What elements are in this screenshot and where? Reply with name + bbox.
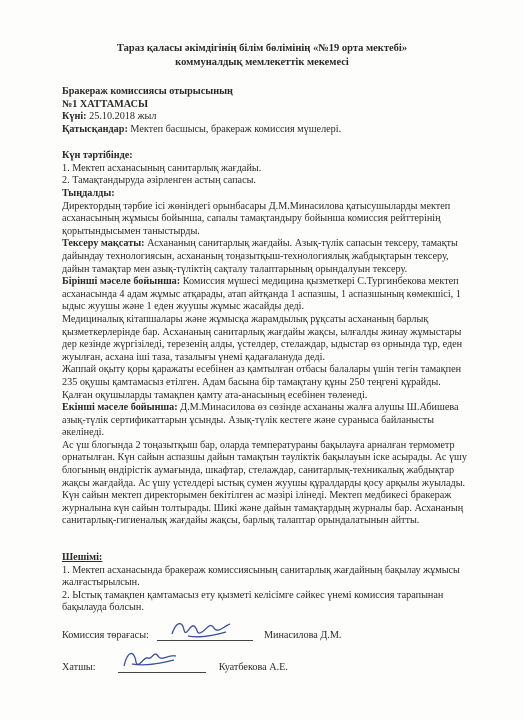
date-value: 25.10.2018 жыл: [86, 111, 157, 123]
heard-p3-line: журналына күн сайын толтырады. Шикі және дайын тамақтардың журналы бар. Асхананың: [62, 502, 464, 514]
secretary-signature-image: [118, 644, 184, 674]
decision-line: бақылауда болсын.: [62, 602, 144, 614]
heard-p2-line: 235 оқушы қамтамасыз етілген. Адам басына бір тамақтану құны 250 теңгені құрайды.: [62, 376, 441, 388]
heard-p2-line: Медициналық кітапшалары және жұмысқа жарамдылық рұқсаты асхананың барлық: [62, 313, 429, 325]
first-issue-line: Комиссия мүшесі медицина қызметкері С.Тургинбекова мектеп: [180, 276, 459, 288]
heard-block: [62, 188, 482, 528]
second-issue-line: Д.М.Минасилова өз сөзінде асхананы жалға алушы Ш.Абишева: [177, 402, 459, 414]
protocol-number: №1 ХАТТАМАСЫ: [62, 98, 148, 110]
heard-p2-line: дер кезінде жүргізіледі, терезенің алды, үстелдер, стелаждар, ыдыстар өз орнында тұр, еден: [62, 339, 463, 351]
heard-p1-line: Директордың тәрбие ісі жөніндегі орынбасары Д.М.Минасилова қатысушыларды мектеп: [62, 200, 451, 212]
heard-p3-line: орнатылған. Күн сайын аспазшы дайын тамақтын тәуліктік бақылауын іске асырады. Ас үшу: [62, 452, 467, 464]
decision-line: жалғастырылсын.: [62, 577, 140, 589]
heard-p3-line: санитарлық-гигиеналық жағдайы жақсы, барлық талаптар орындалатынын айтты.: [62, 515, 420, 527]
meta-block: [62, 86, 482, 136]
header-line-2: коммуналдық мемлекеттік мекемесі: [175, 57, 349, 68]
check-line: Асхананың санитарлық жағдайы. Азық-түлік сапасын тексеру, тамақты: [144, 238, 458, 250]
check-line: дайын тамақтар мен азық-түліктің сақталу талаптарының орындалуын тексеру.: [62, 263, 408, 275]
check-label: Тексеру мақсаты:: [62, 238, 145, 250]
agenda-block: [62, 150, 482, 188]
decision-title: Шешімі:: [62, 552, 103, 563]
chair-name: Минасилова Д.М.: [263, 630, 342, 641]
first-issue-label: Бірінші мәселе бойынша:: [62, 276, 181, 288]
heard-p2-line: Қалған оқушыларды тамақпен қамту ата-анасының есебінен төленеді.: [62, 389, 368, 401]
chair-label: Комиссия төрағасы:: [62, 630, 149, 641]
decision-line: 2. Ыстық тамақпен қамтамасыз ету қызметі келісімге сәйкес үнемі комиссия тарапынан: [62, 589, 444, 601]
first-issue-line: асханасында 4 адам жұмыс атқарады, атап айтқанда 1 аспазшы, 1 аспазшының көмекшісі, 1: [62, 288, 461, 300]
decision-block: [62, 552, 482, 615]
heard-p3-line: блогының өндірістік аумағында, шкафтар, стелаждар, санитарлық-техникалық жабдықтар: [62, 465, 455, 477]
attendees-label: Қатысқандар:: [62, 123, 128, 135]
header-line-1: Тараз қаласы әкімдігінің білім бөлімінің «№19 орта мектебі»: [116, 43, 408, 54]
heard-p3-line: Күн сайын мектеп директорымен бекітілген ас мәзірі ілінеді. Мектеп медбикесі бракераж: [62, 490, 452, 502]
document-header: [90, 42, 434, 70]
second-issue-line: әкелінеді.: [62, 427, 105, 439]
date-label: Күні:: [62, 111, 87, 123]
heard-p2-line: жуылған, асхана іші таза, тазалығы үнемі қадағалануда деді.: [62, 351, 325, 363]
second-issue-line: азық-түлік сертификаттарын ұсынды. Азық-түлік кестеге және сураныса байланысты: [62, 414, 435, 426]
agenda-title: Күн тәртібінде:: [62, 150, 133, 161]
heard-p1-line: асханасының жұмысы бойынша, сапалы тамақтандыру бойынша комиссия рейттерінің: [62, 213, 441, 225]
heard-title: Тыңдалды:: [62, 188, 115, 199]
second-issue-label: Екінші мәселе бойынша:: [62, 402, 178, 414]
heard-p3-line: жақсы жағдайда. Ас үшу үстелдері ыстық сумен жуушы құралдарды қосу арқылы жуылады.: [62, 477, 466, 489]
heard-p3-line: Ас үш блогында 2 тоңазытқыш бар, оларда температураны бақылауға арналған термометр: [62, 439, 455, 451]
check-line: дайындау технологиясын, асхананың тоңазытқыш-технологиялық жабдықтарын тексеру,: [62, 250, 449, 262]
chair-signature-image: [168, 614, 238, 644]
heard-p2-line: қызметкерлерінде бар. Асхананың санитарлық жағдайы жақсы, ылғалды жинау жұмыстары: [62, 326, 462, 338]
heard-p2-line: Жаппай оқыту қоры қаражаты есебінен аз қамтылған отбасы балалары үшін тегін тамақпен: [62, 364, 462, 376]
secretary-label: Хатшы:: [62, 662, 96, 673]
agenda-item-2: 2. Тамақтандыруда әзірленген астың сапасы.: [62, 175, 256, 187]
secretary-name: Куатбекова А.Е.: [218, 662, 288, 673]
agenda-item-1: 1. Мектеп асханасының санитарлық жағдайы.: [62, 162, 262, 174]
heard-p1-line: қорытындысымен таныстырды.: [62, 225, 200, 237]
attendees-value: Мектеп басшысы, бракераж комиссия мүшелері.: [127, 123, 342, 135]
first-issue-line: ыдыс жуушы және 1 еден жуушы жұмыс жасайды деді.: [62, 301, 305, 313]
decision-line: 1. Мектеп асханасында бракераж комиссиясының санитарлық жағдайның бақылау жұмысы: [62, 564, 460, 576]
commission-title: Бракераж комиссиясы отырысының: [62, 86, 233, 97]
